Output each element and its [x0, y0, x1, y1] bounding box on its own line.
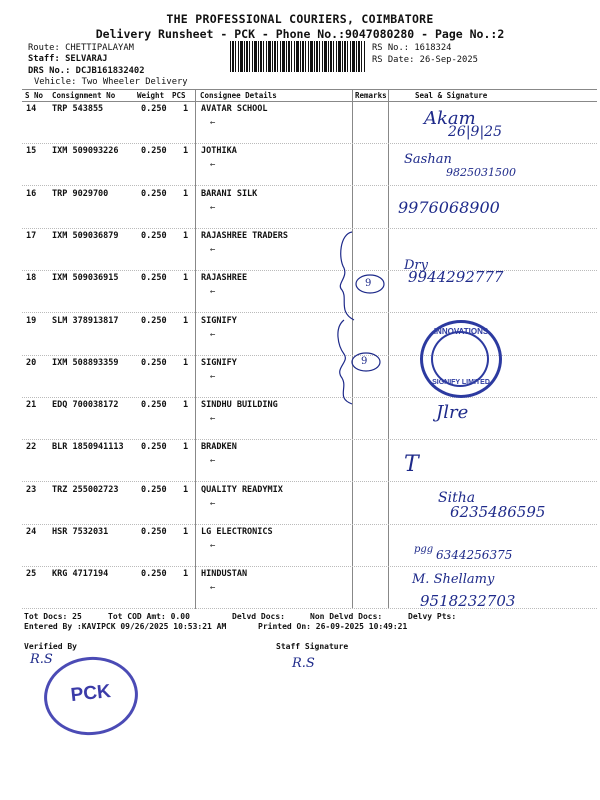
row-consignee: RAJASHREE TRADERS: [201, 230, 288, 241]
row-arrow-icon: ←: [210, 118, 216, 128]
route: Route: CHETTIPALAYAM: [28, 43, 134, 53]
rs-date: RS Date: 26-Sep-2025: [372, 55, 478, 65]
row-pcs: 1: [183, 273, 189, 284]
row-weight: 0.250: [141, 188, 167, 199]
col-consignment: Consignment No: [52, 91, 116, 100]
row-consignment-no: TRP 543855: [52, 104, 104, 114]
row-sno: 21: [26, 400, 37, 411]
row-sno: 14: [26, 104, 37, 114]
signature-phone-25: 9518232703: [420, 592, 516, 610]
table-row: [22, 143, 597, 186]
row-pcs: 1: [183, 230, 189, 241]
table-row: [22, 186, 597, 229]
remarks-mark-18: 9: [365, 278, 372, 289]
col-remarks: Remarks: [355, 91, 387, 100]
row-pcs: 1: [183, 146, 189, 157]
row-sno: 22: [26, 442, 37, 453]
row-pcs: 1: [183, 400, 189, 411]
row-arrow-icon: ←: [210, 498, 216, 509]
row-consignment-no: EDQ 700038172: [52, 400, 119, 411]
row-pcs: 1: [183, 442, 189, 453]
row-weight: 0.250: [141, 569, 167, 580]
col-pcs: PCS: [172, 91, 186, 100]
row-consignee: SINDHU BUILDING: [201, 400, 278, 411]
remarks-brace-marks: [330, 228, 390, 408]
col-sno: S No: [25, 91, 44, 100]
row-pcs: 1: [183, 357, 189, 368]
row-arrow-icon: ←: [210, 287, 216, 298]
company-seal: [420, 320, 502, 398]
row-consignee: LG ELECTRONICS: [201, 527, 273, 537]
row-consignee: BRADKEN: [201, 442, 237, 453]
row-weight: 0.250: [141, 230, 167, 241]
row-sno: 15: [26, 146, 37, 157]
row-consignee: QUALITY READYMIX: [201, 484, 283, 495]
signature-row-14: Akam: [424, 108, 476, 129]
col-weight: Weight: [137, 91, 165, 100]
row-consignee: SIGNIFY: [201, 315, 237, 326]
row-consignee: AVATAR SCHOOL: [201, 104, 268, 114]
row-weight: 0.250: [141, 146, 167, 157]
row-consignment-no: IXM 509093226: [52, 146, 119, 157]
row-arrow-icon: ←: [210, 329, 216, 340]
staff-signature-label: Staff Signature: [276, 642, 349, 651]
row-pcs: 1: [183, 188, 189, 199]
col-consignee: Consignee Details: [200, 91, 277, 100]
company-title: THE PROFESSIONAL COURIERS, COIMBATORE: [166, 12, 434, 26]
row-sno: 20: [26, 357, 37, 368]
signature-phone-15: 9825031500: [446, 166, 516, 179]
table-row: [22, 270, 597, 313]
staff-signature: R.S: [292, 656, 315, 671]
row-consignee: JOTHIKA: [201, 146, 237, 157]
delivered-docs: Delvd Docs:: [232, 612, 285, 621]
row-arrow-icon: ←: [210, 414, 216, 425]
row-consignment-no: IXM 509036915: [52, 273, 119, 284]
row-pcs: 1: [183, 315, 189, 326]
delivery-points: Delvy Pts:: [408, 612, 457, 621]
row-sno: 25: [26, 569, 37, 580]
row-sno: 23: [26, 484, 37, 495]
row-arrow-icon: ←: [210, 160, 216, 171]
signature-date-14: 26|9|25: [448, 124, 502, 140]
seal-bottom-text: SIGNIFY LIMITED: [432, 379, 490, 386]
total-docs: Tot Docs: 25: [24, 612, 82, 621]
row-pcs: 1: [183, 527, 189, 537]
table-row: [22, 355, 597, 398]
row-weight: 0.250: [141, 400, 167, 411]
row-consignment-no: KRG 4717194: [52, 569, 109, 580]
row-consignment-no: TRP 9029700: [52, 188, 109, 199]
verified-by-label: Verified By: [24, 642, 77, 651]
col-seal: Seal & Signature: [415, 91, 488, 100]
signature-row-22: T: [404, 452, 419, 477]
row-consignment-no: SLM 378913817: [52, 315, 119, 326]
row-consignee: SIGNIFY: [201, 357, 237, 368]
row-arrow-icon: ←: [210, 541, 216, 551]
row-arrow-icon: ←: [210, 202, 216, 213]
table-row: [22, 313, 597, 356]
row-weight: 0.250: [141, 442, 167, 453]
signature-row-16: 9976068900: [398, 198, 500, 217]
row-consignee: BARANI SILK: [201, 188, 258, 199]
row-weight: 0.250: [141, 273, 167, 284]
barcode: [230, 41, 366, 72]
row-consignment-no: BLR 1850941113: [52, 442, 124, 453]
vehicle: Vehicle: Two Wheeler Delivery: [34, 77, 188, 87]
staff: Staff: SELVARAJ: [28, 54, 108, 64]
row-pcs: 1: [183, 484, 189, 495]
runsheet-subtitle: Delivery Runsheet - PCK - Phone No.:9047080280 - Page No.:2: [95, 27, 505, 41]
row-consignment-no: IXM 509036879: [52, 230, 119, 241]
total-cod: Tot COD Amt: 0.00: [108, 612, 190, 621]
row-weight: 0.250: [141, 357, 167, 368]
signature-row-24: pgg: [414, 544, 434, 555]
drs-number: DRS No.: DCJB161832402: [28, 66, 145, 76]
row-arrow-icon: ←: [210, 371, 216, 382]
row-consignment-no: IXM 508893359: [52, 357, 119, 368]
row-sno: 24: [26, 527, 37, 537]
row-sno: 18: [26, 273, 37, 284]
row-sno: 17: [26, 230, 37, 241]
signature-row-21: Jlre: [436, 402, 469, 423]
table-row: [22, 397, 597, 440]
non-delivered-docs: Non Delvd Docs:: [310, 612, 383, 621]
remarks-mark-20: 9: [361, 356, 368, 367]
entered-by: Entered By :KAVIPCK 09/26/2025 10:53:21 AM: [24, 622, 227, 631]
row-pcs: 1: [183, 104, 189, 114]
pck-stamp: PCK: [40, 652, 142, 739]
signature-row-25: M. Shellamy: [412, 572, 495, 587]
signature-row-15: Sashan: [404, 152, 452, 167]
table-row: [22, 101, 597, 144]
row-consignment-no: HSR 7532031: [52, 527, 109, 537]
table-row: [22, 439, 597, 482]
row-consignee: RAJASHREE: [201, 273, 248, 284]
row-weight: 0.250: [141, 104, 167, 114]
row-pcs: 1: [183, 569, 189, 580]
row-sno: 19: [26, 315, 37, 326]
signature-row-23: Sitha: [438, 490, 476, 506]
signature-phone-18: 9944292777: [408, 268, 504, 286]
seal-top-text: INNOVATIONS: [433, 327, 489, 336]
signature-row-18: Dry: [404, 258, 428, 273]
verified-by-signature: R.S: [30, 652, 53, 667]
row-consignee: HINDUSTAN: [201, 569, 248, 580]
table-row: [22, 228, 597, 271]
row-arrow-icon: ←: [210, 456, 216, 467]
rs-number: RS No.: 1618324: [372, 43, 452, 53]
row-weight: 0.250: [141, 484, 167, 495]
row-weight: 0.250: [141, 315, 167, 326]
row-consignment-no: TRZ 255002723: [52, 484, 119, 495]
row-arrow-icon: ←: [210, 244, 216, 255]
row-arrow-icon: ←: [210, 583, 216, 594]
row-sno: 16: [26, 188, 37, 199]
signature-phone-24: 6344256375: [436, 548, 513, 562]
signature-phone-23: 6235486595: [450, 503, 546, 521]
row-weight: 0.250: [141, 527, 167, 537]
printed-on: Printed On: 26-09-2025 10:49:21: [258, 622, 408, 631]
